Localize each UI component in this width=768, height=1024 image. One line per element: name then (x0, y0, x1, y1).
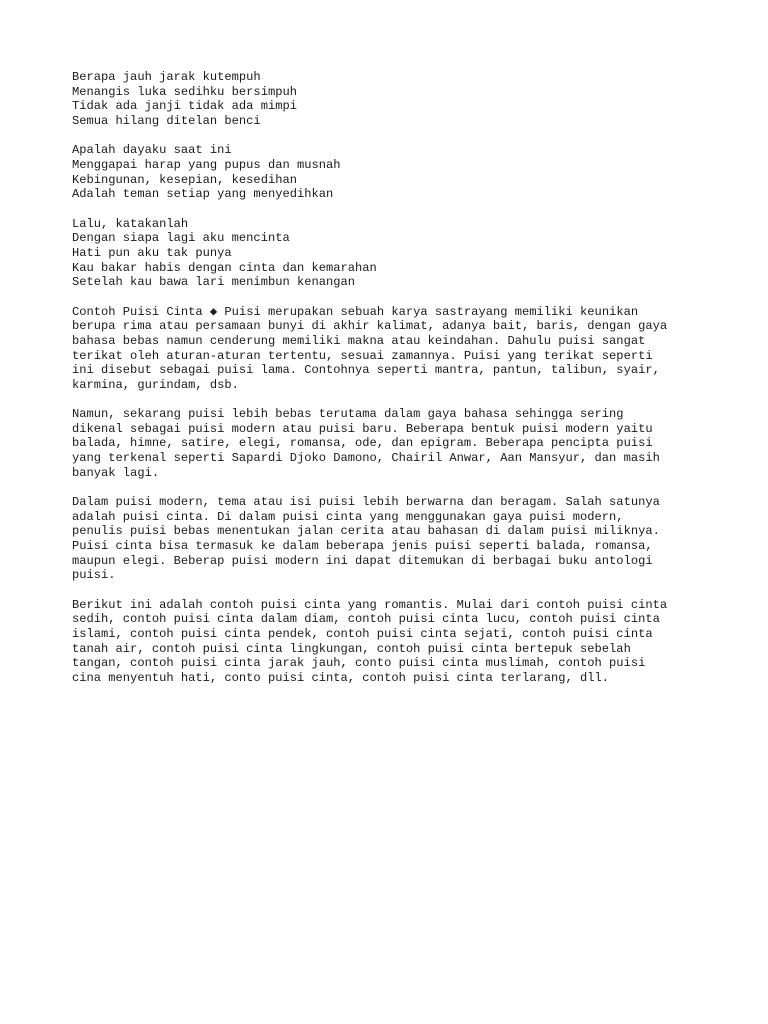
poem-line: Lalu, katakanlah (72, 216, 189, 231)
paragraph-line: tangan, contoh puisi cinta jarak jauh, conto puisi cinta muslimah, contoh puisi (72, 656, 646, 671)
paragraph-line: adalah puisi cinta. Di dalam puisi cinta yang menggunakan gaya puisi modern, (72, 509, 624, 524)
paragraph-line: banyak lagi. (72, 465, 160, 480)
poem-line: Kau bakar habis dengan cinta dan kemarahan (72, 260, 377, 275)
paragraph-line: balada, himne, satire, elegi, romansa, ode, dan epigram. Beberapa pencipta puisi (72, 436, 653, 451)
poem-line: Semua hilang ditelan benci (72, 113, 261, 128)
poem-line: Apalah dayaku saat ini (72, 143, 232, 158)
paragraph-line: dikenal sebagai puisi modern atau puisi baru. Beberapa bentuk puisi modern yaitu (72, 421, 653, 436)
paragraph-line: puisi. (72, 568, 116, 583)
paragraph-line: terikat oleh aturan-aturan tertentu, sesuai zamannya. Puisi yang terikat seperti (72, 348, 653, 363)
paragraph-line: cina menyentuh hati, conto puisi cinta, contoh puisi cinta terlarang, dll. (72, 670, 610, 685)
poem-stanza-2 (72, 143, 712, 201)
paragraph-line: Berikut ini adalah contoh puisi cinta yang romantis. Mulai dari contoh puisi cinta (72, 597, 668, 612)
poem-line: Setelah kau bawa lari menimbun kenangan (72, 275, 356, 290)
paragraph-line: penulis puisi bebas menentukan jalan cerita atau bahasan di dalam puisi miliknya. (72, 524, 660, 539)
poem-line: Tidak ada janji tidak ada mimpi (72, 99, 297, 114)
poem-line: Hati pun aku tak punya (72, 245, 232, 260)
poem-stanza-3 (72, 217, 712, 290)
paragraph-line: sedih, contoh puisi cinta dalam diam, contoh puisi cinta lucu, contoh puisi cinta (72, 612, 660, 627)
paragraph-line: Dalam puisi modern, tema atau isi puisi lebih berwarna dan beragam. Salah satunya (72, 495, 660, 510)
poem-line: Menangis luka sedihku bersimpuh (72, 84, 297, 99)
poem-line: Dengan siapa lagi aku mencinta (72, 231, 290, 246)
paragraph-line: maupun elegi. Beberap puisi modern ini dapat ditemukan di berbagai buku antologi (72, 553, 653, 568)
paragraph-line: Namun, sekarang puisi lebih bebas terutama dalam gaya bahasa sehingga sering (72, 407, 624, 422)
paragraph-line: islami, contoh puisi cinta pendek, contoh puisi cinta sejati, contoh puisi cinta (72, 627, 653, 641)
modern-poetry-paragraph (72, 407, 712, 480)
poem-stanza-1 (72, 70, 712, 128)
intro-paragraph (72, 305, 712, 393)
love-poetry-paragraph (72, 495, 712, 583)
poem-line: Menggapai harap yang pupus dan musnah (72, 157, 341, 172)
paragraph-line: berupa rima atau persamaan bunyi di akhir kalimat, adanya bait, baris, dengan gaya (72, 319, 668, 334)
paragraph-line: bahasa bebas namun cenderung memiliki makna atau keindahan. Dahulu puisi sangat (72, 333, 646, 348)
examples-paragraph (72, 598, 712, 686)
paragraph-line: yang terkenal seperti Sapardi Djoko Damono, Chairil Anwar, Aan Mansyur, dan masih (72, 451, 660, 466)
poem-line: Berapa jauh jarak kutempuh (72, 70, 261, 84)
paragraph-line: Contoh Puisi Cinta ◆ Puisi merupakan sebuah karya sastrayang memiliki keunikan (72, 304, 639, 319)
poem-line: Adalah teman setiap yang menyedihkan (72, 187, 334, 202)
poem-line: Kebingunan, kesepian, kesedihan (72, 172, 297, 187)
paragraph-line: Puisi cinta bisa termasuk ke dalam beberapa jenis puisi seperti balada, romansa, (72, 539, 653, 554)
paragraph-line: karmina, gurindam, dsb. (72, 377, 239, 392)
paragraph-line: ini disebut sebagai puisi lama. Contohnya seperti mantra, pantun, talibun, syair, (72, 363, 660, 378)
paragraph-line: tanah air, contoh puisi cinta lingkungan, contoh puisi cinta bertepuk sebelah (72, 641, 631, 656)
document-page (72, 70, 712, 700)
